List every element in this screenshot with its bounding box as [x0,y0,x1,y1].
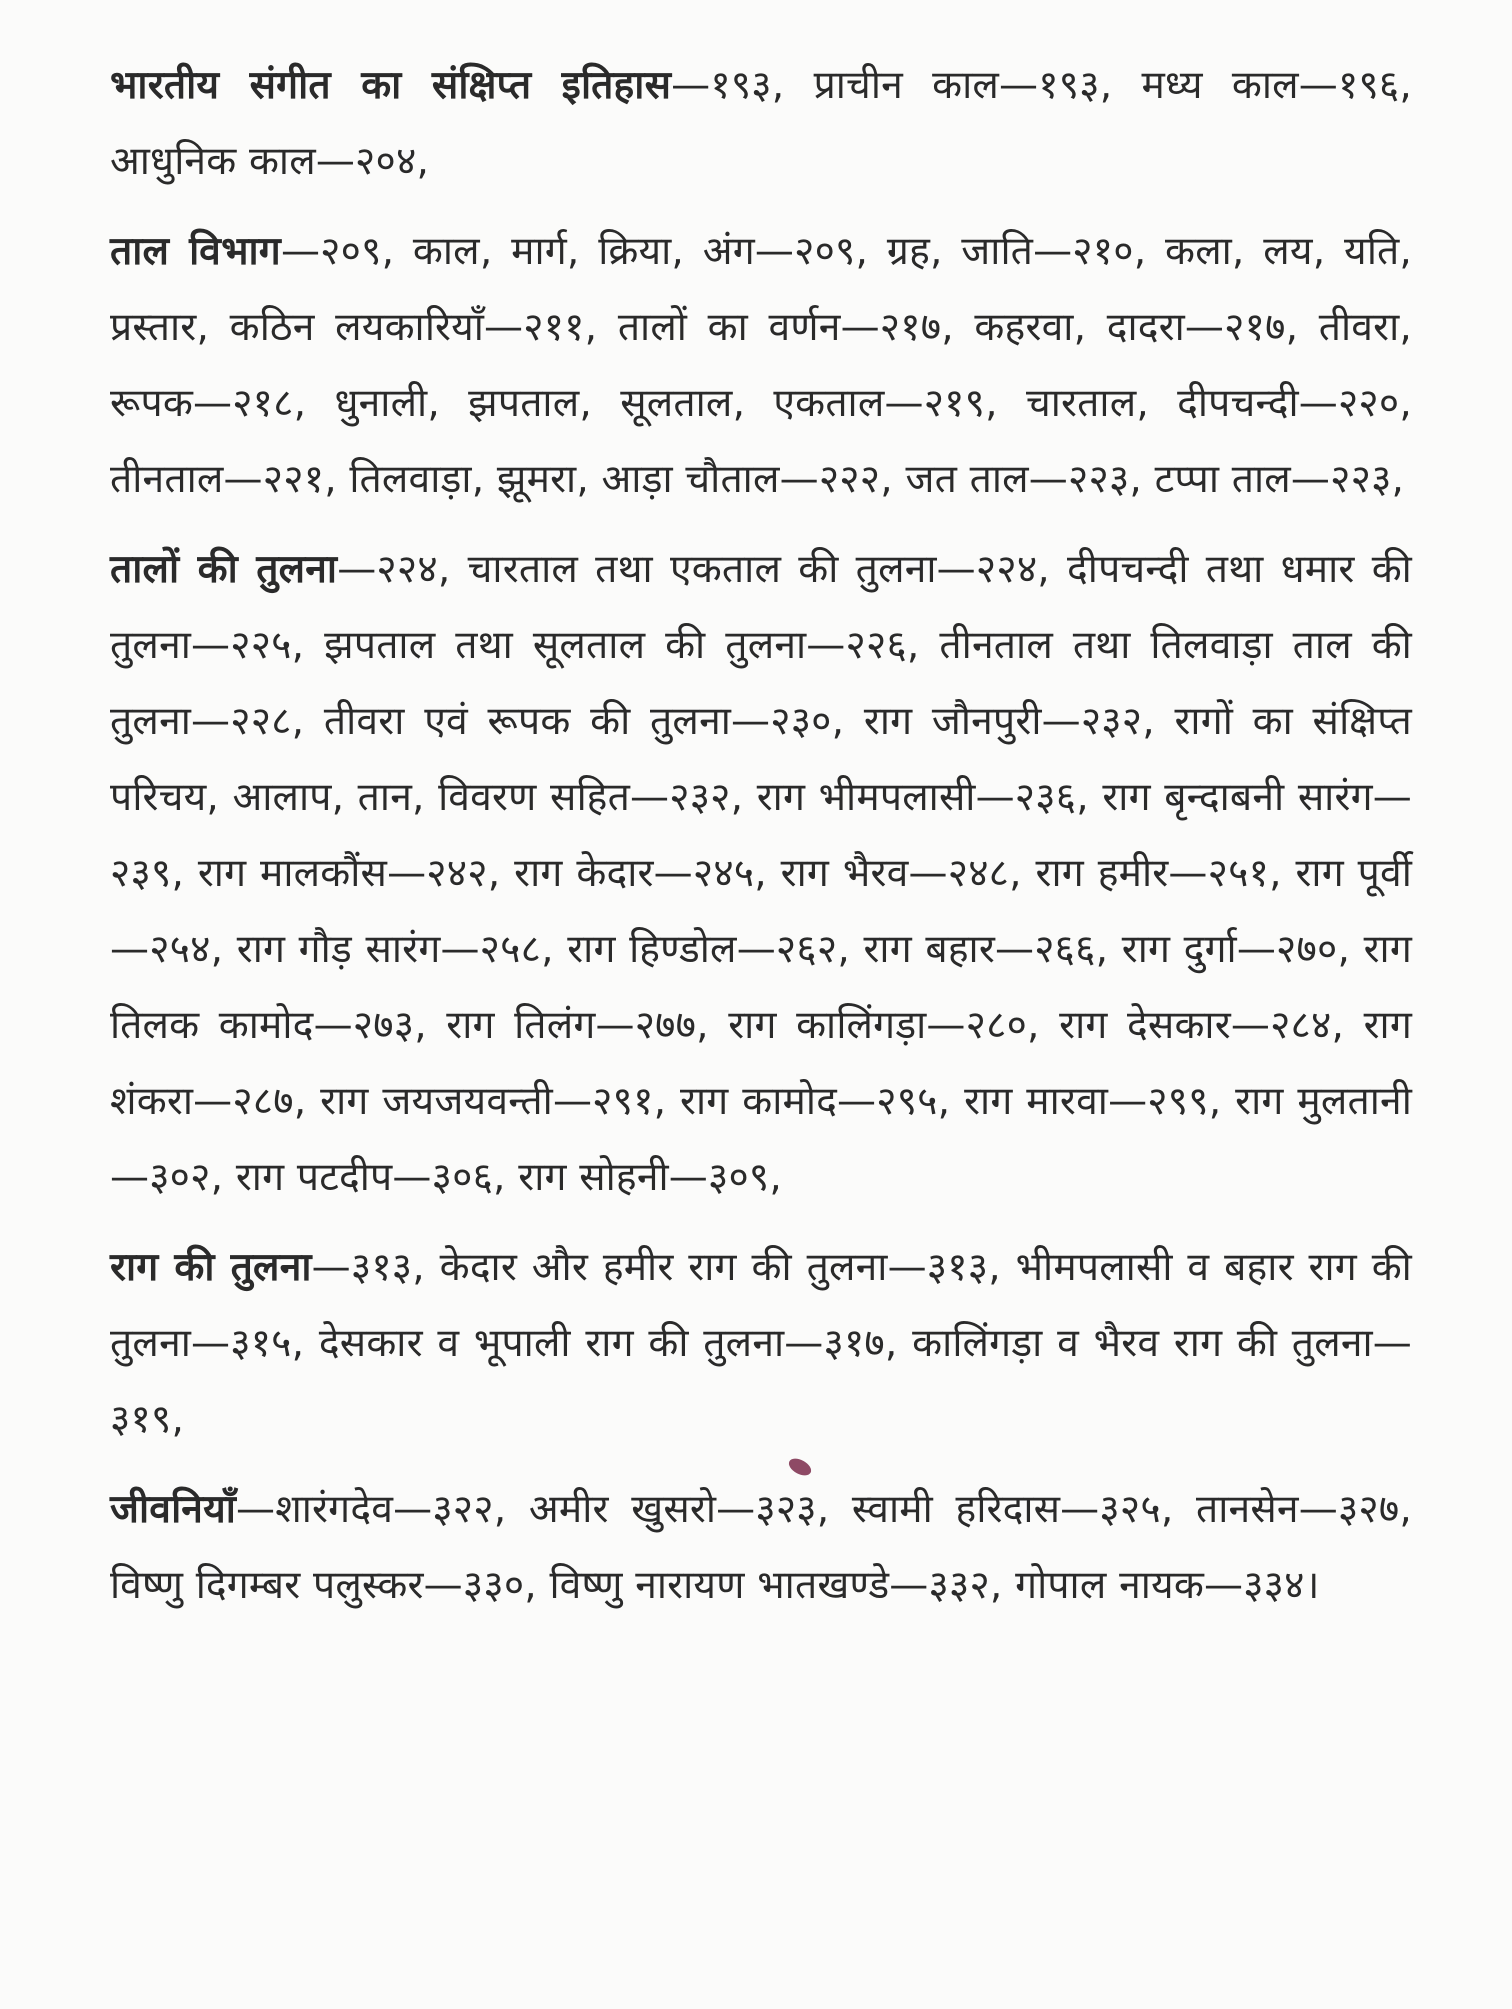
entries-jeevaniyan: —शारंगदेव—३२२, अमीर खुसरो—३२३, स्वामी हरिदास—३२५, तानसेन—३२७, विष्णु दिगम्बर पलुस्कर—३३०, विष्णु नारायण भातखण्डे—३३२, गोपाल नायक—३३४। [110,1487,1412,1608]
entries-raag-ki-tulna: —३१३, केदार और हमीर राग की तुलना—३१३, भीमपलासी व बहार राग की तुलना—३१५, देसकार व भूपाली राग की तुलना—३१७, कालिंगड़ा व भैरव राग की तुलना—३१९, [110,1245,1412,1442]
heading-taal-vibhag: ताल विभाग [110,229,281,274]
heading-jeevaniyan: जीवनियाँ [110,1487,236,1532]
heading-taalon-ki-tulna: तालों की तुलना [110,547,338,592]
paragraph-indian-music-history [110,48,1412,200]
paragraph-taal-vibhag [110,214,1412,518]
paragraph-taalon-ki-tulna [110,532,1412,1216]
paragraph-jeevaniyan [110,1472,1412,1624]
entries-indian-music-history: —१९३, प्राचीन काल—१९३, मध्य काल—१९६, आधुनिक काल—२०४, [110,63,1413,184]
heading-raag-ki-tulna: राग की तुलना [110,1245,312,1290]
heading-indian-music-history: भारतीय संगीत का संक्षिप्त इतिहास [110,63,672,108]
entries-taal-vibhag: —२०९, काल, मार्ग, क्रिया, अंग—२०९, ग्रह, जाति—२१०, कला, लय, यति, प्रस्तार, कठिन लयकारियाँ—२११, तालों का वर्णन—२१७, कहरवा, दादरा—२१७, तीवरा, रूपक—२१८, धुनाली, झपताल, सूलताल, एकताल—२१९, चारताल, दीपचन्दी—२२०, तीनताल—२२१, तिलवाड़ा, झूमरा, आड़ा चौताल—२२२, जत ताल—२२३, टप्पा ताल—२२३, [110,229,1412,502]
entries-taalon-ki-tulna: —२२४, चारताल तथा एकताल की तुलना—२२४, दीपचन्दी तथा धमार की तुलना—२२५, झपताल तथा सूलताल की तुलना—२२६, तीनताल तथा तिलवाड़ा ताल की तुलना—२२८, तीवरा एवं रूपक की तुलना—२३०, राग जौनपुरी—२३२, रागों का संक्षिप्त परिचय, आलाप, तान, विवरण सहित—२३२, राग भीमपलासी—२३६, राग बृन्दाबनी सारंग—२३९, राग मालकौंस—२४२, राग केदार—२४५, राग भैरव—२४८, राग हमीर—२५१, राग पूर्वी—२५४, राग गौड़ सारंग—२५८, राग हिण्डोल—२६२, राग बहार—२६६, राग दुर्गा—२७०, राग तिलक कामोद—२७३, राग तिलंग—२७७, राग कालिंगड़ा—२८०, राग देसकार—२८४, राग शंकरा—२८७, राग जयजयवन्ती—२९१, राग कामोद—२९५, राग मारवा—२९९, राग मुलतानी—३०२, राग पटदीप—३०६, राग सोहनी—३०९, [110,547,1412,1200]
paragraph-raag-ki-tulna [110,1230,1412,1458]
